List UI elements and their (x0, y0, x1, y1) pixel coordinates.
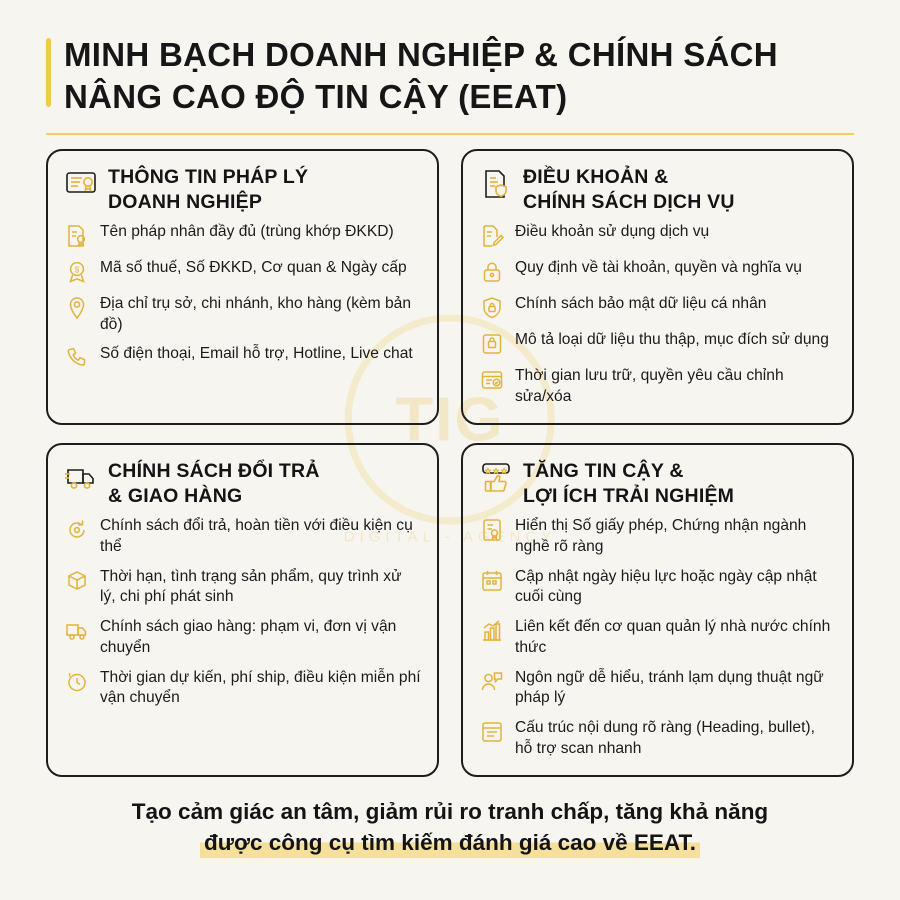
list-item-text: Liên kết đến cơ quan quản lý nhà nước chính thức (515, 618, 831, 656)
list-item (479, 718, 836, 759)
card-thong-tin-phap-ly (46, 149, 439, 425)
page-header (46, 34, 854, 117)
card-items (64, 516, 421, 709)
list-item-text: Thời gian lưu trữ, quyền yêu cầu chỉnh sửa/xóa (515, 366, 784, 405)
list-item (479, 330, 836, 357)
document-seal-icon (64, 223, 90, 249)
list-item-text: Cấu trúc nội dung rõ ràng (Heading, bullet), hỗ trợ scan nhanh (515, 719, 815, 757)
list-item-text: Địa chỉ trụ sở, chi nhánh, kho hàng (kèm bản đồ) (100, 294, 412, 333)
database-lock-icon (479, 331, 505, 357)
lock-icon (479, 259, 505, 285)
card-items (479, 516, 836, 759)
page-title-line1: MINH BẠCH DOANH NGHIỆP & CHÍNH SÁCH (64, 36, 778, 73)
badge-dollar-icon (64, 259, 90, 285)
card-header (479, 165, 836, 214)
document-shield-icon (479, 167, 513, 201)
list-item (479, 516, 836, 557)
list-item-text: Chính sách bảo mật dữ liệu cá nhân (515, 294, 767, 312)
card-items (479, 222, 836, 407)
card-dieu-khoan-chinh-sach (461, 149, 854, 425)
list-item-text: Chính sách giao hàng: phạm vi, đơn vị vận chuyển (100, 618, 397, 656)
map-pin-icon (64, 295, 90, 321)
watermark-text: TIG (395, 385, 505, 454)
thumbs-up-stars-icon (479, 461, 513, 495)
list-item (64, 294, 421, 335)
footer (46, 797, 854, 858)
card-title-line2: DOANH NGHIỆP (108, 190, 263, 213)
card-title (108, 459, 320, 508)
footer-line2: được công cụ tìm kiếm đánh giá cao về EEAT. (200, 828, 700, 858)
card-title-line2: & GIAO HÀNG (108, 484, 243, 507)
card-title (523, 459, 734, 508)
list-item-text: Chính sách đổi trả, hoàn tiền với điều kiện cụ thể (100, 517, 413, 555)
layout-list-icon (479, 719, 505, 745)
list-item-text: Số điện thoại, Email hỗ trợ, Hotline, Live chat (100, 345, 413, 363)
card-header (479, 459, 836, 508)
box-refresh-icon (64, 568, 90, 594)
certificate-icon (64, 167, 98, 201)
cards-grid (46, 149, 854, 777)
list-item (64, 516, 421, 557)
list-item-text: Mô tả loại dữ liệu thu thập, mục đích sử dụng (515, 330, 829, 348)
list-item-text: Thời hạn, tình trạng sản phẩm, quy trình xử lý, chi phí phát sinh (100, 567, 402, 606)
card-header (64, 165, 421, 214)
list-item (64, 344, 421, 371)
card-tang-tin-cay (461, 443, 854, 777)
card-chinh-sach-doi-tra (46, 443, 439, 777)
list-item (479, 294, 836, 321)
list-item (479, 222, 836, 249)
card-title-line1: ĐIỀU KHOẢN & (523, 166, 669, 189)
list-item-text: Thời gian dự kiến, phí ship, điều kiện miễn phí vận chuyển (100, 668, 421, 707)
list-item (479, 617, 836, 658)
svg-text:$: $ (74, 265, 80, 275)
card-title-line2: CHÍNH SÁCH DỊCH VỤ (523, 190, 735, 213)
chart-growth-icon (479, 618, 505, 644)
list-item-text: Tên pháp nhân đầy đủ (trùng khớp ĐKKD) (100, 222, 394, 240)
list-item-text: Quy định về tài khoản, quyền và nghĩa vụ (515, 258, 802, 276)
list-item (479, 258, 836, 285)
card-title-line1: CHÍNH SÁCH ĐỔI TRẢ (108, 460, 320, 483)
return-arrow-icon (64, 517, 90, 543)
list-item-text: Mã số thuế, Số ĐKKD, Cơ quan & Ngày cấp (100, 258, 407, 276)
page-title (64, 34, 854, 117)
list-item (64, 222, 421, 249)
list-item (64, 617, 421, 658)
list-item-text: Ngôn ngữ dễ hiểu, tránh lạm dụng thuật ngữ pháp lý (515, 668, 824, 707)
list-item (64, 258, 421, 285)
list-item-text: Điều khoản sử dụng dịch vụ (515, 222, 710, 240)
certificate-doc-icon (479, 517, 505, 543)
card-header (64, 459, 421, 508)
calendar-icon (479, 568, 505, 594)
document-pen-icon (479, 223, 505, 249)
card-title-line1: THÔNG TIN PHÁP LÝ (108, 166, 309, 189)
phone-icon (64, 345, 90, 371)
browser-check-icon (479, 367, 505, 393)
list-item (64, 668, 421, 709)
card-title (108, 165, 308, 214)
list-item (64, 567, 421, 608)
watermark-subtext: DIGITAL - AGENCY (343, 528, 557, 546)
card-title-line2: LỢI ÍCH TRẢI NGHIỆM (523, 484, 735, 507)
list-item (479, 668, 836, 709)
card-title (523, 165, 735, 214)
list-item (479, 567, 836, 608)
card-title-line1: TĂNG TIN CẬY & (523, 460, 684, 483)
list-item (479, 366, 836, 407)
page-title-line2: NÂNG CAO ĐỘ TIN CẬY (EEAT) (64, 77, 568, 115)
list-item-text: Cập nhật ngày hiệu lực hoặc ngày cập nhật cuối cùng (515, 567, 817, 606)
header-divider (46, 133, 854, 135)
list-item-text: Hiển thị Số giấy phép, Chứng nhận ngành nghề rõ ràng (515, 517, 807, 555)
delivery-truck-icon (64, 618, 90, 644)
clock-refresh-icon (64, 669, 90, 695)
truck-icon (64, 461, 98, 495)
footer-line1: Tạo cảm giác an tâm, giảm rủi ro tranh chấp, tăng khả năng (131, 799, 769, 825)
user-speech-icon (479, 669, 505, 695)
shield-lock-icon (479, 295, 505, 321)
card-items (64, 222, 421, 371)
